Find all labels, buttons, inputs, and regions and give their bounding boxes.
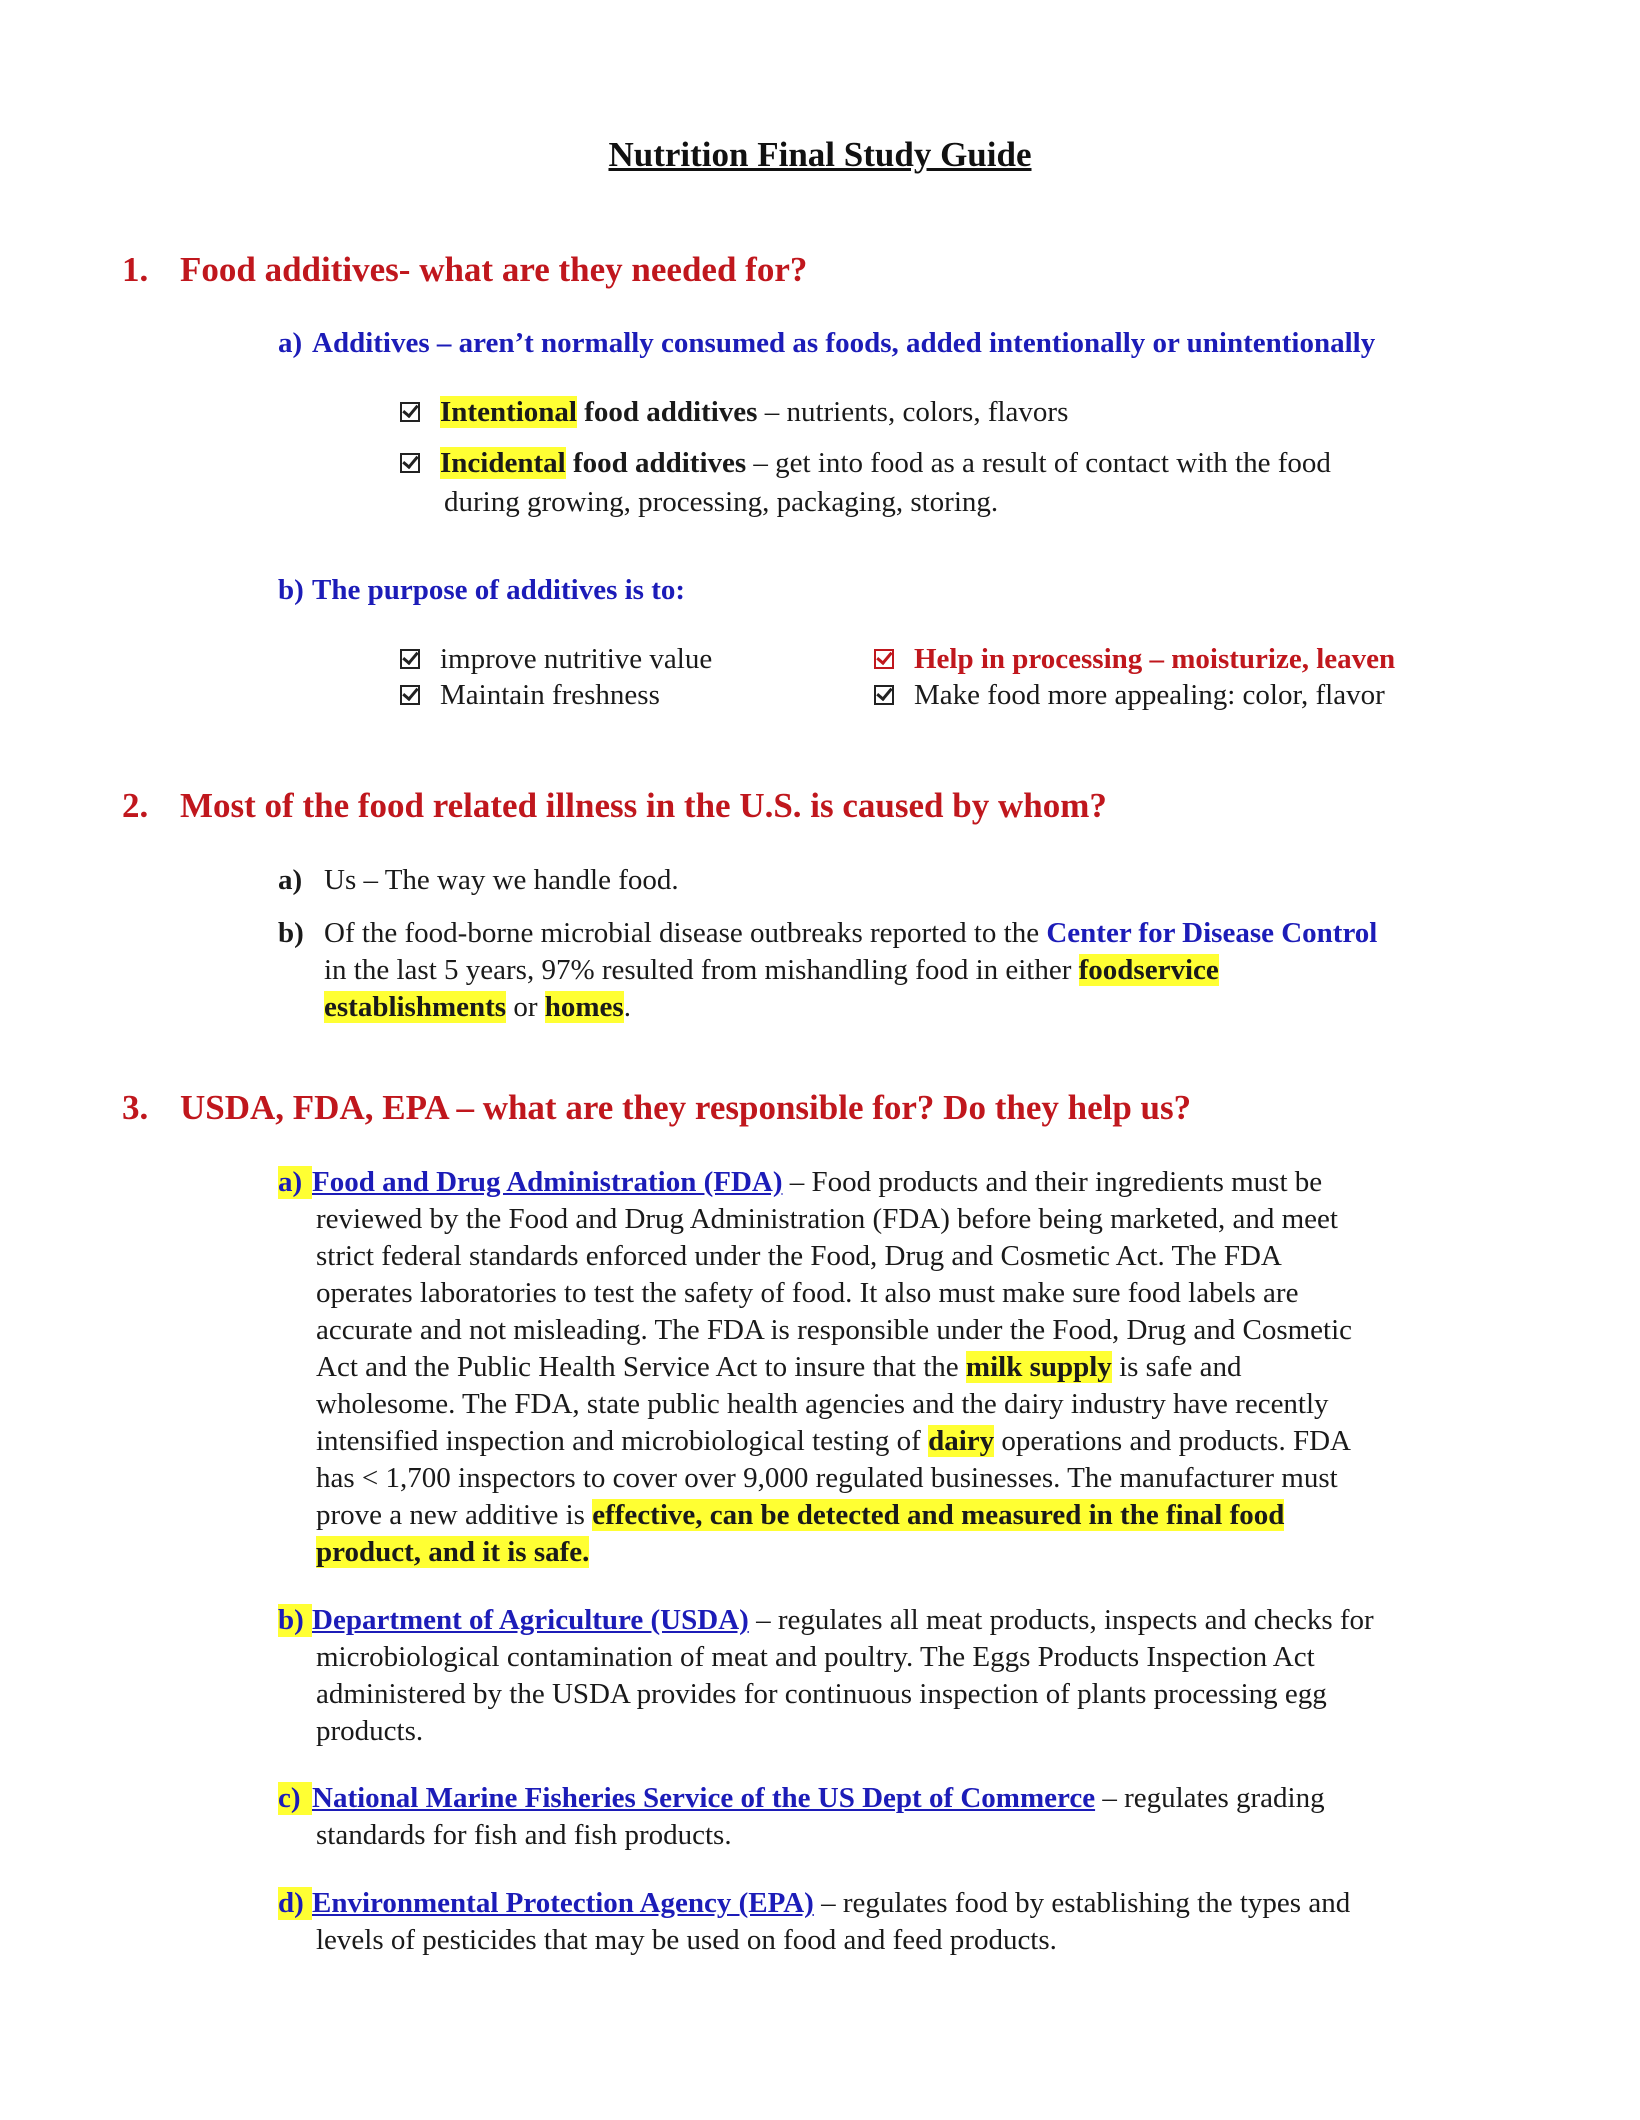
agency-text: products. bbox=[316, 1715, 424, 1747]
cdc-term: Center for Disease Control bbox=[1046, 917, 1378, 949]
answer-text: or bbox=[506, 991, 545, 1023]
q2-answer-b-line3 bbox=[324, 991, 631, 1024]
item-text: – get into food as a result of contact with the food bbox=[746, 447, 1331, 479]
agency-text: strict federal standards enforced under the Food, Drug and Cosmetic Act. The FDA bbox=[316, 1240, 1282, 1272]
agency-text-line bbox=[316, 1351, 1241, 1384]
highlighted-term: dairy bbox=[928, 1425, 995, 1457]
highlighted-term: product, and it is safe. bbox=[316, 1536, 590, 1568]
q2-answer-b-line2 bbox=[324, 954, 1219, 987]
answer-text: . bbox=[623, 991, 631, 1023]
highlighted-term: milk supply bbox=[965, 1351, 1112, 1383]
list-label: a) bbox=[278, 1166, 312, 1199]
question-text: USDA, FDA, EPA – what are they responsible for? Do they help us? bbox=[180, 1088, 1192, 1127]
question-number: 2. bbox=[122, 786, 149, 825]
list-item-incidental bbox=[400, 447, 1331, 480]
q1-subpoint-b bbox=[278, 574, 685, 607]
question-number: 1. bbox=[122, 250, 149, 289]
question-3-heading bbox=[122, 1088, 1191, 1128]
agency-text: accurate and not misleading. The FDA is responsible under the Food, Drug and Cosmetic bbox=[316, 1314, 1353, 1346]
agency-text-line bbox=[316, 1536, 589, 1569]
question-number: 3. bbox=[122, 1088, 149, 1127]
highlighted-term: foodservice bbox=[1078, 954, 1219, 986]
purpose-text: Help in processing – moisturize, leaven bbox=[914, 643, 1396, 675]
answer-text: Us – The way we handle food. bbox=[324, 864, 679, 896]
agency-text-line bbox=[316, 1425, 1351, 1458]
agency-epa bbox=[278, 1887, 1350, 1920]
agency-text: levels of pesticides that may be used on food and feed products. bbox=[316, 1924, 1057, 1956]
agency-text: wholesome. The FDA, state public health agencies and the dairy industry have recently bbox=[316, 1388, 1329, 1420]
agency-usda bbox=[278, 1604, 1374, 1637]
bold-term: food additives bbox=[565, 447, 747, 479]
checkbox-checked-icon bbox=[874, 685, 894, 705]
list-item-incidental-cont: during growing, processing, packaging, storing. bbox=[444, 486, 999, 518]
list-label: b) bbox=[278, 574, 304, 606]
nmfs-link[interactable]: National Marine Fisheries Service of the US Dept of Commerce bbox=[312, 1782, 1096, 1814]
purpose-text: Make food more appealing: color, flavor bbox=[914, 679, 1385, 711]
agency-nmfs bbox=[278, 1782, 1325, 1815]
checkbox-checked-icon bbox=[400, 649, 420, 669]
agency-text: operates laboratories to test the safety of food. It also must make sure food labels are bbox=[316, 1277, 1299, 1309]
purpose-text: Maintain freshness bbox=[440, 679, 660, 711]
checkbox-checked-icon bbox=[400, 402, 420, 422]
purpose-item bbox=[400, 643, 712, 676]
purpose-item bbox=[400, 679, 660, 712]
highlighted-term: Incidental bbox=[440, 447, 566, 479]
q1-subpoint-a bbox=[278, 327, 1375, 360]
checkbox-checked-icon bbox=[400, 453, 420, 473]
highlighted-term: homes bbox=[544, 991, 624, 1023]
agency-text: operations and products. FDA bbox=[994, 1425, 1351, 1457]
question-text: Food additives- what are they needed for? bbox=[180, 250, 808, 289]
item-text: – nutrients, colors, flavors bbox=[757, 396, 1069, 428]
purpose-text: improve nutritive value bbox=[440, 643, 713, 675]
list-label: a) bbox=[278, 327, 303, 359]
purpose-item bbox=[874, 679, 1385, 712]
highlighted-term: establishments bbox=[324, 991, 507, 1023]
checkbox-checked-icon bbox=[874, 649, 894, 669]
list-label: a) bbox=[278, 864, 303, 896]
question-2-heading bbox=[122, 786, 1107, 826]
subpoint-text: Additives – aren’t normally consumed as foods, added intentionally or unintentionally bbox=[312, 327, 1376, 359]
list-label: b) bbox=[278, 1604, 312, 1637]
agency-text: microbiological contamination of meat and poultry. The Eggs Products Inspection Act bbox=[316, 1641, 1315, 1673]
page-title: Nutrition Final Study Guide bbox=[608, 135, 1032, 174]
answer-text: in the last 5 years, 97% resulted from mishandling food in either bbox=[324, 954, 1079, 986]
epa-link[interactable]: Environmental Protection Agency (EPA) bbox=[312, 1887, 814, 1919]
agency-text: intensified inspection and microbiological testing of bbox=[316, 1425, 929, 1457]
bold-term: food additives bbox=[576, 396, 758, 428]
question-1-heading bbox=[122, 250, 807, 290]
agency-text: is safe and bbox=[1111, 1351, 1242, 1383]
answer-text: Of the food-borne microbial disease outbreaks reported to the bbox=[324, 917, 1047, 949]
agency-text: – Food products and their ingredients must be bbox=[782, 1166, 1323, 1198]
agency-text: reviewed by the Food and Drug Administration (FDA) before being marketed, and meet bbox=[316, 1203, 1338, 1235]
agency-fda bbox=[278, 1166, 1322, 1199]
subpoint-text: The purpose of additives is to: bbox=[312, 574, 686, 606]
agency-text: prove a new additive is bbox=[316, 1499, 593, 1531]
agency-text: Act and the Public Health Service Act to insure that the bbox=[316, 1351, 966, 1383]
fda-link[interactable]: Food and Drug Administration (FDA) bbox=[312, 1166, 783, 1198]
q2-answer-a bbox=[278, 864, 679, 897]
agency-text: – regulates all meat products, inspects and checks for bbox=[748, 1604, 1374, 1636]
q2-answer-b bbox=[278, 917, 1377, 950]
agency-text: standards for fish and fish products. bbox=[316, 1819, 732, 1851]
list-label: b) bbox=[278, 917, 304, 949]
agency-text: has < 1,700 inspectors to cover over 9,000 regulated businesses. The manufacturer must bbox=[316, 1462, 1338, 1494]
agency-text: administered by the USDA provides for continuous inspection of plants processing egg bbox=[316, 1678, 1327, 1710]
highlighted-term: effective, can be detected and measured in the final food bbox=[592, 1499, 1285, 1531]
agency-text-line bbox=[316, 1499, 1284, 1532]
checkbox-checked-icon bbox=[400, 685, 420, 705]
question-text: Most of the food related illness in the U.S. is caused by whom? bbox=[180, 786, 1107, 825]
agency-text: – regulates food by establishing the types and bbox=[813, 1887, 1351, 1919]
list-label: c) bbox=[278, 1782, 312, 1815]
agency-text: – regulates grading bbox=[1095, 1782, 1325, 1814]
list-label: d) bbox=[278, 1887, 312, 1920]
highlighted-term: Intentional bbox=[440, 396, 577, 428]
usda-link[interactable]: Department of Agriculture (USDA) bbox=[312, 1604, 749, 1636]
list-item-intentional bbox=[400, 396, 1068, 429]
purpose-item-highlighted bbox=[874, 643, 1395, 676]
